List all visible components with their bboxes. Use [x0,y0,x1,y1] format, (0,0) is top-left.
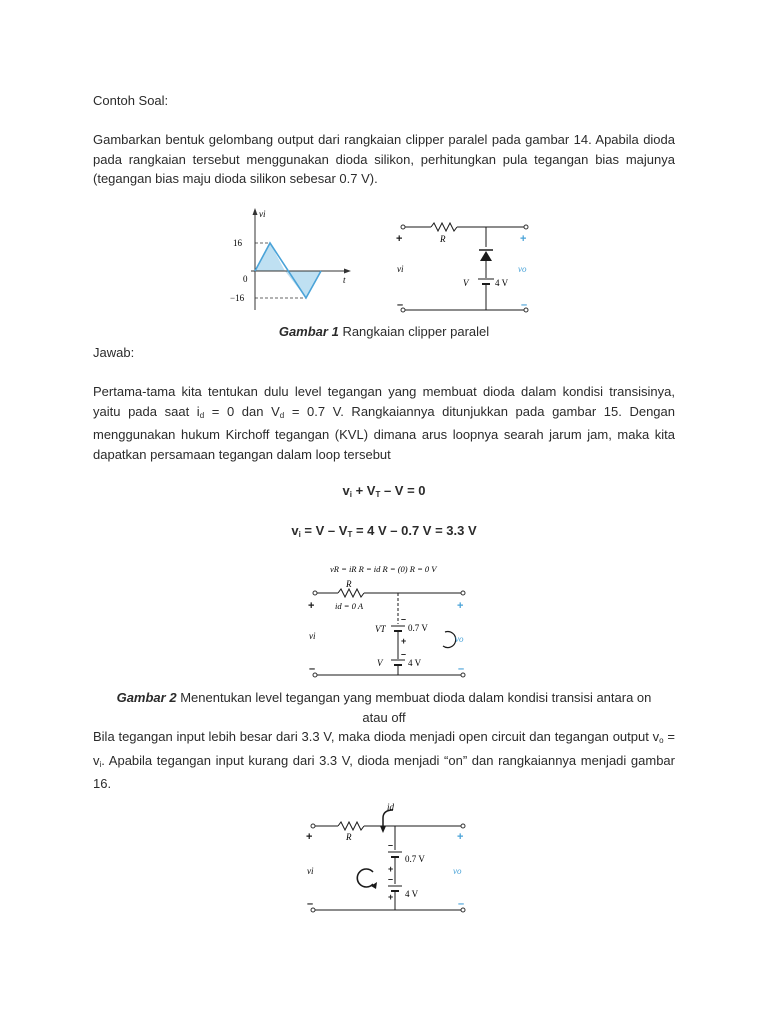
question-paragraph: Gambarkan bentuk gelombang output dari rangkaian clipper paralel pada gambar 14. Apabila dioda pada rangkaian tersebut menggunakan dioda silikon, perhitungkan pula tegangan bias majunya (tegangan bias maju dioda silikon sebesar 0.7 V). [93,132,675,186]
document-page [93,0,675,1024]
svg-text:+: + [308,600,315,612]
loop-arrow-3 [357,869,373,887]
input-label: vi [397,264,404,274]
current-label: id = 0 A [335,601,364,611]
svg-text:–: – [521,299,528,311]
v-label: V [377,658,383,668]
figure2-caption-line2: atau off [362,709,406,725]
resistor-symbol [431,223,457,231]
svg-text:–: – [397,299,404,311]
figure1-caption [93,322,675,342]
on-circuit-figure [303,800,473,920]
svg-text:–: – [309,663,316,675]
svg-text:–: – [388,840,394,850]
transition-circuit-figure [305,560,475,685]
top-formula: vR = iR R = id R = (0) R = 0 V [330,564,437,574]
figure2-caption [93,688,675,727]
svg-text:–: – [401,614,407,624]
v-value: 4 V [408,658,422,668]
resistor-label-2: R [346,579,352,589]
input-waveform-figure [230,205,353,310]
clipper-circuit-figure [393,215,543,320]
figure1-caption-bold: Gambar 1 [278,324,339,339]
tick-label-top: 16 [233,238,242,248]
svg-text:–: – [458,898,465,910]
v-value-3: 4 V [405,889,419,899]
waveform-y-label: vi [259,209,266,219]
diode-symbol [480,251,492,261]
svg-text:+: + [457,831,464,843]
figure2-caption-text: Menentukan level tegangan yang membuat dioda dalam kondisi transisi antara on [176,690,652,705]
svg-text:+: + [457,600,464,612]
answer-label: Jawab: [93,345,135,360]
source-label: V [463,278,469,288]
answer-paragraph: Pertama-tama kita tentukan dulu level tegangan yang membuat dioda dalam kondisi transisinya, yaitu pada saat $i_d = 0$ dan $V_d = 0.7$ V. Rangkaiannya ditunjukkan pada gambar 15. Dengan menggunakan hukum Kirchoff tegangan (KVL) dimana arus loopnya searah jarum jam, maka kita dapatkan persamaan tegangan dalam loop tersebut [93,384,675,462]
source-value: 4 V [495,278,509,288]
svg-text:–: – [388,874,394,884]
resistor-symbol-3 [338,822,364,830]
current-label-3: id [387,802,395,812]
svg-text:–: – [307,898,314,910]
output-label-3: vo [453,866,462,876]
waveform-x-label: t [343,275,346,285]
output-label-2: vo [455,634,464,644]
resistor-label: R [440,234,446,244]
vt-value: 0.7 V [408,623,428,633]
loop-arrow [443,632,456,648]
vt-label: VT [375,624,386,634]
svg-text:+: + [401,636,407,646]
equation-1: $v_i + V_T - V = 0$ [342,483,426,499]
paragraph-3: Bila tegangan input lebih besar dari 3.3 V, maka dioda menjadi open circuit dan tegangan output $v_o = v_i$. Apabila tegangan input kurang dari 3.3 V, dioda menjadi “on” dan rangkaiannya menjadi gambar 16. [93,729,675,791]
input-label-2: vi [309,631,316,641]
svg-text:+: + [306,831,313,843]
svg-text:+: + [388,892,394,902]
equation-2: $v_i = V - V_T = 4$ V – 0.7 V = 3.3 V [291,523,477,539]
input-label-3: vi [307,866,314,876]
resistor-label-3: R [346,832,352,842]
vt-value-3: 0.7 V [405,854,425,864]
figure1-caption-text: Rangkaian clipper paralel [338,324,490,339]
tick-label-bottom: −16 [230,293,245,303]
svg-text:+: + [388,864,394,874]
output-label: vo [518,264,527,274]
resistor-symbol-2 [338,589,364,597]
heading: Contoh Soal: [93,93,169,108]
tick-label-zero: 0 [243,274,248,284]
figure2-caption-bold: Gambar 2 [116,690,177,705]
waveform-positive-fill [255,243,285,271]
svg-text:+: + [520,233,527,245]
svg-text:–: – [401,649,407,659]
svg-text:–: – [458,663,465,675]
svg-text:+: + [396,233,403,245]
